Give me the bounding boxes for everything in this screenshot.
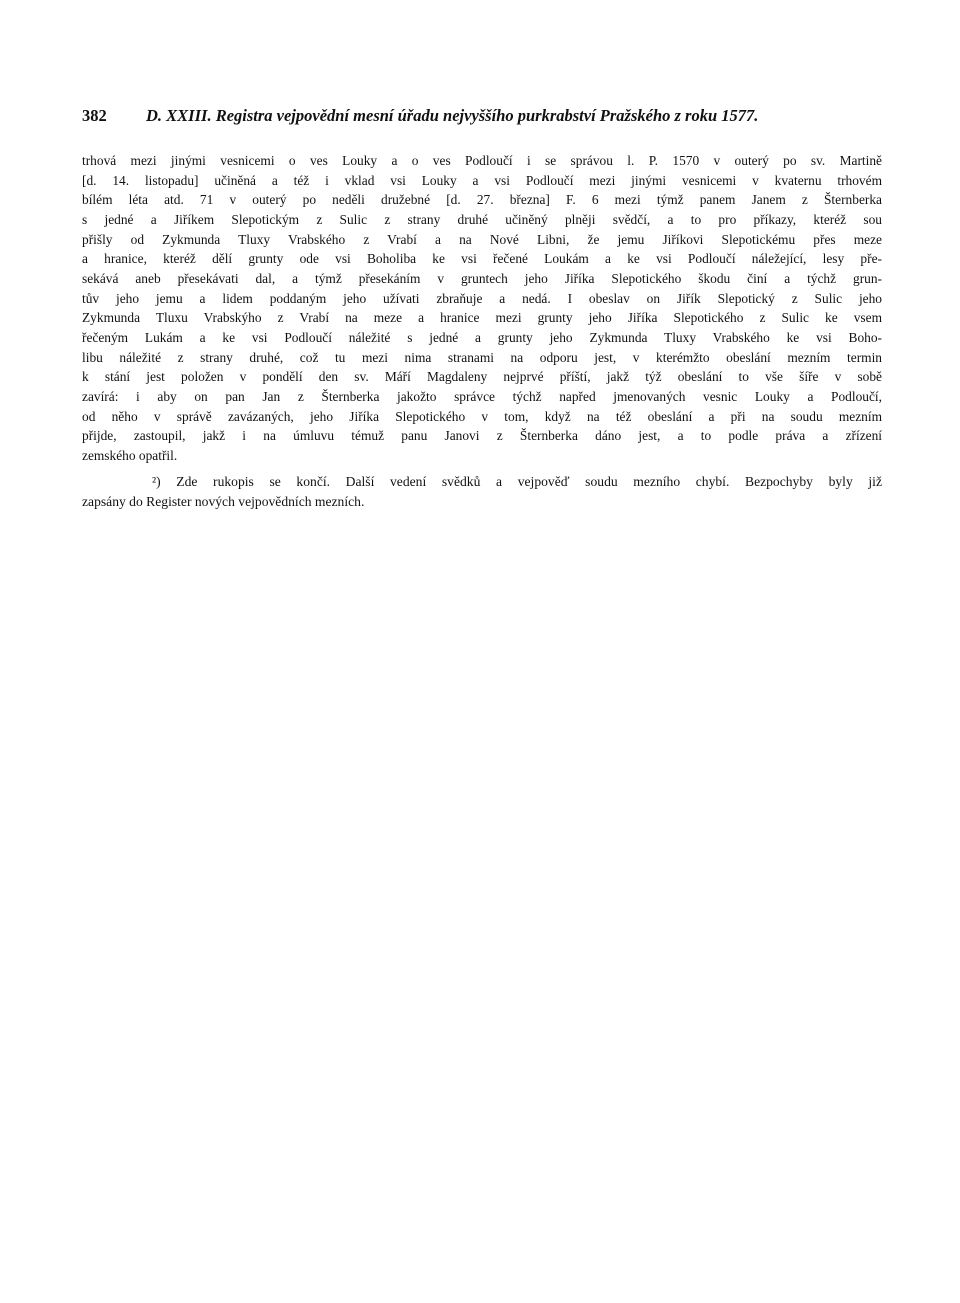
- footnote-text: Zde rukopis se končí. Další vedení svědků a vejpověď soudu mezního chybí. Bezpochyby byly již: [176, 474, 882, 489]
- text-line: k stání jest položen v pondělí den sv. Máří Magdaleny nejprvé příští, jakž týž obeslání to vše šíře v sobě: [82, 369, 882, 385]
- text-line: [d. 14. listopadu] učiněná a též i vklad vsi Louky a vsi Podloučí mezi jinými vesnicemi v kvaternu trhovém: [82, 172, 882, 188]
- text-line: Zykmunda Tluxu Vrabskýho z Vrabí na meze a hranice mezi grunty jeho Jiříka Slepotického z Sulic ke vsem: [82, 310, 882, 326]
- footnote-marker: ²): [152, 474, 161, 489]
- text-line: od něho v správě zavázaných, jeho Jiříka Slepotického v tom, když na též obeslání a při na soudu mezním: [82, 408, 882, 424]
- running-title: D. XXIII. Registra vejpovědní mesní úřadu nejvyššího purkrabství Pražského z roku 1577.: [146, 106, 759, 125]
- footnote-line: [82, 472, 882, 492]
- text-line: přijde, zastoupil, jakž i na úmluvu témuž panu Janovi z Šternberka dáno jest, a to podle práva a zřízení: [82, 428, 882, 444]
- text-line: s jedné a Jiříkem Slepotickým z Sulic z strany druhé učiněný plněji svědčí, a to pro příkazy, kteréž sou: [82, 211, 882, 227]
- text-line: trhová mezi jinými vesnicemi o ves Louky a o ves Podloučí i se správou l. P. 1570 v outerý po sv. Martině: [82, 153, 882, 168]
- text-line: přišly od Zykmunda Tluxy Vrabského z Vrabí a na Nové Libni, že jemu Jiříkovi Slepotickému přes meze: [82, 231, 882, 247]
- text-line: tův jeho jemu a lidem poddaným jeho užívati zbraňuje a nedá. I obeslav on Jiřík Slepotický z Sulic jeho: [82, 290, 882, 306]
- main-paragraph: [82, 151, 882, 466]
- text-line: a hranice, kteréž dělí grunty ode vsi Boholiba ke vsi řečené Loukám a ke vsi Podloučí náležející, lesy pře-: [82, 251, 882, 267]
- text-line: zemského opatřil.: [82, 447, 178, 463]
- text-line: zavírá: i aby on pan Jan z Šternberka jakožto správce týchž napřed jmenovaných vesnic Louky a Podloučí,: [82, 388, 882, 404]
- text-line: bílém léta atd. 71 v outerý po neděli družebné [d. 27. března] F. 6 mezi týmž panem Janem z Šternberka: [82, 192, 882, 208]
- text-line: sekává aneb přesekávati dal, a týmž přesekáním v gruntech jeho Jiříka Slepotického škodu činí a týchž grun-: [82, 270, 882, 286]
- page-number: 382: [82, 106, 107, 125]
- footnote: [82, 472, 882, 511]
- text-line: libu náležité z strany druhé, což tu mezi nima stranami na odporu jest, v kterémžto obeslání mezním termin: [82, 349, 882, 365]
- running-header: [82, 104, 882, 128]
- footnote-line: zapsány do Register nových vejpovědních mezních.: [82, 493, 365, 509]
- text-line: řečeným Lukám a ke vsi Podloučí náležité s jedné a grunty jeho Zykmunda Tluxy Vrabského ke vsi Boho-: [82, 329, 882, 345]
